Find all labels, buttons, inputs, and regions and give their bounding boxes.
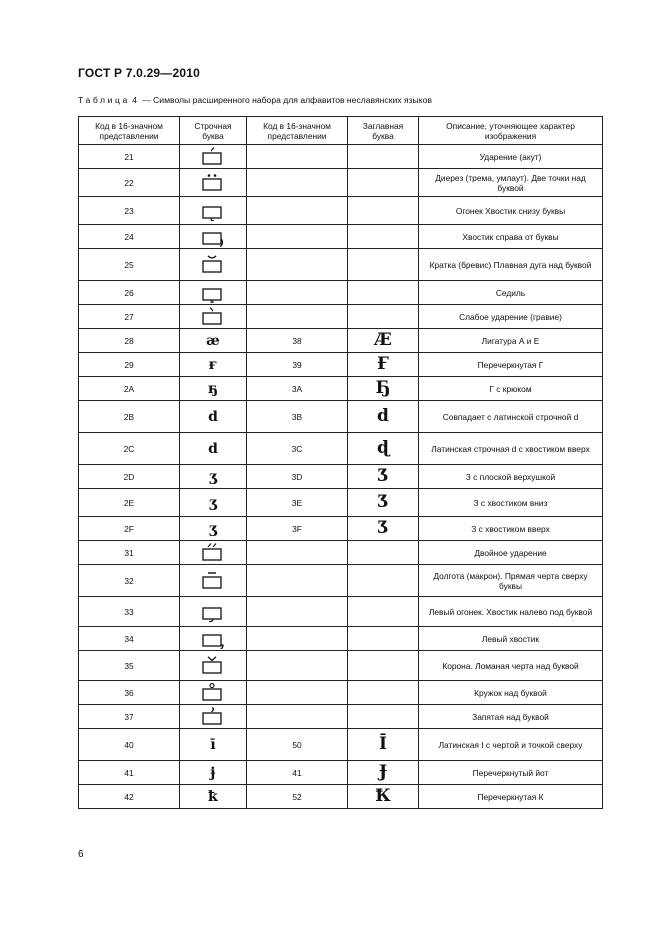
comma-above-box-icon (199, 707, 227, 727)
column-header: Код в 16-значном представлении (79, 117, 180, 145)
description-cell: Левый огонек. Хвостик налево под буквой (419, 597, 603, 627)
uppercase-symbol-cell (348, 729, 419, 761)
table-row (79, 489, 603, 517)
uppercase-letter: Æ (374, 330, 392, 350)
column-header: Описание, уточняющее характер изображения (419, 117, 603, 145)
uppercase-symbol-cell (348, 597, 419, 627)
caron-box-icon (199, 656, 227, 676)
description-cell: Корона. Ломаная черта над буквой (419, 651, 603, 681)
macron-box-icon (199, 571, 227, 591)
table-row (79, 597, 603, 627)
lowercase-symbol-cell (180, 541, 247, 565)
lowercase-code-cell: 42 (79, 785, 180, 809)
uppercase-code-cell: 3F (247, 517, 348, 541)
uppercase-code-cell (247, 681, 348, 705)
uppercase-symbol-cell (348, 489, 419, 517)
lowercase-code-cell: 40 (79, 729, 180, 761)
uppercase-symbol-cell (348, 761, 419, 785)
uppercase-code-cell (247, 541, 348, 565)
lowercase-symbol-cell (180, 305, 247, 329)
uppercase-code-cell (247, 169, 348, 197)
uppercase-symbol-cell (348, 433, 419, 465)
uppercase-symbol-cell (348, 565, 419, 597)
table-row (79, 169, 603, 197)
lowercase-code-cell: 23 (79, 197, 180, 225)
uppercase-letter: Ғ (377, 354, 389, 374)
lowercase-code-cell: 2E (79, 489, 180, 517)
table-row (79, 705, 603, 729)
lowercase-symbol-cell (180, 329, 247, 353)
uppercase-code-cell: 3C (247, 433, 348, 465)
uppercase-symbol-cell (348, 249, 419, 281)
lowercase-letter: ғ (208, 356, 218, 373)
lowercase-code-cell: 29 (79, 353, 180, 377)
lowercase-code-cell: 41 (79, 761, 180, 785)
uppercase-letter: Ɉ (378, 762, 388, 782)
lowercase-code-cell: 37 (79, 705, 180, 729)
uppercase-symbol-cell (348, 329, 419, 353)
lowercase-symbol-cell (180, 401, 247, 433)
description-cell: Левый хвостик (419, 627, 603, 651)
uppercase-code-cell: 3E (247, 489, 348, 517)
uppercase-symbol-cell (348, 197, 419, 225)
lowercase-symbol-cell (180, 145, 247, 169)
description-cell: Запятая над буквой (419, 705, 603, 729)
uppercase-code-cell (247, 651, 348, 681)
table-row (79, 541, 603, 565)
description-cell: Перечеркнутая Г (419, 353, 603, 377)
table-row (79, 377, 603, 401)
table-row (79, 627, 603, 651)
lowercase-code-cell: 2F (79, 517, 180, 541)
table-row (79, 565, 603, 597)
left-tail-box-icon (199, 629, 227, 649)
lowercase-symbol-cell (180, 169, 247, 197)
ogonek-box-icon (199, 201, 227, 221)
lowercase-symbol-cell (180, 353, 247, 377)
lowercase-code-cell: 25 (79, 249, 180, 281)
table-row (79, 433, 603, 465)
table-row (79, 353, 603, 377)
table-row (79, 401, 603, 433)
lowercase-symbol-cell (180, 705, 247, 729)
table-row (79, 281, 603, 305)
uppercase-code-cell: 39 (247, 353, 348, 377)
lowercase-code-cell: 2A (79, 377, 180, 401)
uppercase-symbol-cell (348, 401, 419, 433)
lowercase-symbol-cell (180, 377, 247, 401)
table-row (79, 785, 603, 809)
lowercase-symbol-cell (180, 433, 247, 465)
description-cell: Двойное ударение (419, 541, 603, 565)
lowercase-code-cell: 2D (79, 465, 180, 489)
table-row (79, 465, 603, 489)
lowercase-code-cell: 22 (79, 169, 180, 197)
uppercase-letter: Ʒ (377, 492, 389, 512)
lowercase-code-cell: 33 (79, 597, 180, 627)
cedilla-box-icon (199, 283, 227, 303)
description-cell: Долгота (макрон). Прямая черта сверху буквы (419, 565, 603, 597)
lowercase-code-cell: 31 (79, 541, 180, 565)
uppercase-code-cell: 41 (247, 761, 348, 785)
lowercase-letter: ʒ (209, 494, 217, 511)
description-cell: Ударение (акут) (419, 145, 603, 169)
lowercase-code-cell: 28 (79, 329, 180, 353)
uppercase-code-cell: 3D (247, 465, 348, 489)
double-acute-box-icon (199, 543, 227, 563)
uppercase-letter: ɖ (377, 438, 389, 458)
lowercase-code-cell: 32 (79, 565, 180, 597)
uppercase-symbol-cell (348, 627, 419, 651)
uppercase-symbol-cell (348, 377, 419, 401)
lowercase-letter: d (208, 408, 218, 425)
uppercase-code-cell: 50 (247, 729, 348, 761)
table-header-row (79, 117, 603, 145)
lowercase-letter: ɉ (210, 764, 216, 781)
uppercase-letter: Ҕ (375, 378, 391, 398)
lowercase-symbol-cell (180, 517, 247, 541)
uppercase-code-cell: 3A (247, 377, 348, 401)
lowercase-symbol-cell (180, 565, 247, 597)
table-row (79, 761, 603, 785)
right-hook-box-icon (199, 227, 227, 247)
uppercase-symbol-cell (348, 541, 419, 565)
table-row (79, 305, 603, 329)
lowercase-code-cell: 27 (79, 305, 180, 329)
description-cell: Слабое ударение (гравие) (419, 305, 603, 329)
lowercase-letter: ҟ (207, 788, 219, 805)
lowercase-symbol-cell (180, 249, 247, 281)
symbols-table (78, 116, 603, 809)
uppercase-code-cell: 38 (247, 329, 348, 353)
lowercase-symbol-cell (180, 225, 247, 249)
diaeresis-box-icon (199, 173, 227, 193)
description-cell: Седиль (419, 281, 603, 305)
uppercase-symbol-cell (348, 225, 419, 249)
lowercase-code-cell: 34 (79, 627, 180, 651)
description-cell: Латинская строчная d с хвостиком вверх (419, 433, 603, 465)
table-caption-word: Таблица (78, 95, 130, 105)
description-cell: Лигатура А и Е (419, 329, 603, 353)
lowercase-code-cell: 2C (79, 433, 180, 465)
uppercase-code-cell (247, 225, 348, 249)
table-row (79, 145, 603, 169)
lowercase-symbol-cell (180, 651, 247, 681)
lowercase-code-cell: 35 (79, 651, 180, 681)
lowercase-symbol-cell (180, 627, 247, 651)
lowercase-letter: ʒ (209, 468, 217, 485)
table-row (79, 729, 603, 761)
lowercase-letter: æ (206, 332, 220, 349)
uppercase-symbol-cell (348, 353, 419, 377)
lowercase-symbol-cell (180, 761, 247, 785)
table-row (79, 329, 603, 353)
column-header: Заглавная буква (348, 117, 419, 145)
description-cell: Перечеркнутый йот (419, 761, 603, 785)
uppercase-code-cell (247, 305, 348, 329)
lowercase-letter: ҕ (207, 380, 219, 397)
uppercase-symbol-cell (348, 785, 419, 809)
description-cell: Хвостик справа от буквы (419, 225, 603, 249)
uppercase-letter: d (377, 406, 389, 426)
uppercase-code-cell: 52 (247, 785, 348, 809)
page-number: 6 (78, 849, 84, 860)
uppercase-symbol-cell (348, 169, 419, 197)
table-caption-title: — Символы расширенного набора для алфавитов неславянских языков (142, 95, 432, 105)
lowercase-symbol-cell (180, 281, 247, 305)
uppercase-code-cell (247, 705, 348, 729)
description-cell: Диерез (трема, умлаут). Две точки над буквой (419, 169, 603, 197)
lowercase-code-cell: 26 (79, 281, 180, 305)
uppercase-symbol-cell (348, 681, 419, 705)
uppercase-symbol-cell (348, 281, 419, 305)
ring-box-icon (199, 683, 227, 703)
lowercase-letter: d (208, 440, 218, 457)
table-row (79, 249, 603, 281)
column-header: Код в 16-значном представлении (247, 117, 348, 145)
uppercase-code-cell: 3B (247, 401, 348, 433)
uppercase-code-cell (247, 627, 348, 651)
description-cell: Совпадает с латинской строчной d (419, 401, 603, 433)
description-cell: З с плоской верхушкой (419, 465, 603, 489)
lowercase-code-cell: 24 (79, 225, 180, 249)
lowercase-letter: ī (210, 736, 216, 753)
lowercase-symbol-cell (180, 465, 247, 489)
uppercase-letter: Ī (379, 734, 387, 754)
table-caption-number: 4 (132, 95, 140, 105)
column-header: Строчная буква (180, 117, 247, 145)
lowercase-symbol-cell (180, 197, 247, 225)
uppercase-code-cell (247, 249, 348, 281)
table-caption (78, 95, 432, 105)
lowercase-symbol-cell (180, 681, 247, 705)
uppercase-symbol-cell (348, 705, 419, 729)
uppercase-symbol-cell (348, 305, 419, 329)
grave-accent-box-icon (199, 307, 227, 327)
uppercase-code-cell (247, 565, 348, 597)
description-cell: Перечеркнутая К (419, 785, 603, 809)
lowercase-code-cell: 36 (79, 681, 180, 705)
uppercase-symbol-cell (348, 145, 419, 169)
uppercase-letter: Ҟ (375, 786, 391, 806)
table-row (79, 197, 603, 225)
uppercase-code-cell (247, 145, 348, 169)
lowercase-code-cell: 21 (79, 145, 180, 169)
acute-accent-box-icon (199, 147, 227, 167)
table-row (79, 681, 603, 705)
uppercase-letter: Ʒ (377, 518, 389, 538)
uppercase-letter: Ʒ (377, 466, 389, 486)
description-cell: Кружок над буквой (419, 681, 603, 705)
lowercase-letter: ʒ (209, 520, 217, 537)
uppercase-code-cell (247, 281, 348, 305)
uppercase-symbol-cell (348, 517, 419, 541)
lowercase-symbol-cell (180, 785, 247, 809)
document-header: ГОСТ Р 7.0.29—2010 (78, 66, 201, 80)
description-cell: Г с крюком (419, 377, 603, 401)
lowercase-symbol-cell (180, 597, 247, 627)
table-row (79, 517, 603, 541)
description-cell: З с хвостиком вверх (419, 517, 603, 541)
description-cell: Огонек Хвостик снизу буквы (419, 197, 603, 225)
uppercase-code-cell (247, 597, 348, 627)
lowercase-code-cell: 2B (79, 401, 180, 433)
table-row (79, 651, 603, 681)
breve-box-icon (199, 255, 227, 275)
left-ogonek-box-icon (199, 602, 227, 622)
description-cell: Латинская I с чертой и точкой сверху (419, 729, 603, 761)
lowercase-symbol-cell (180, 489, 247, 517)
lowercase-symbol-cell (180, 729, 247, 761)
uppercase-code-cell (247, 197, 348, 225)
table-row (79, 225, 603, 249)
description-cell: Кратка (бревис) Плавная дуга над буквой (419, 249, 603, 281)
description-cell: З с хвостиком вниз (419, 489, 603, 517)
uppercase-symbol-cell (348, 465, 419, 489)
uppercase-symbol-cell (348, 651, 419, 681)
